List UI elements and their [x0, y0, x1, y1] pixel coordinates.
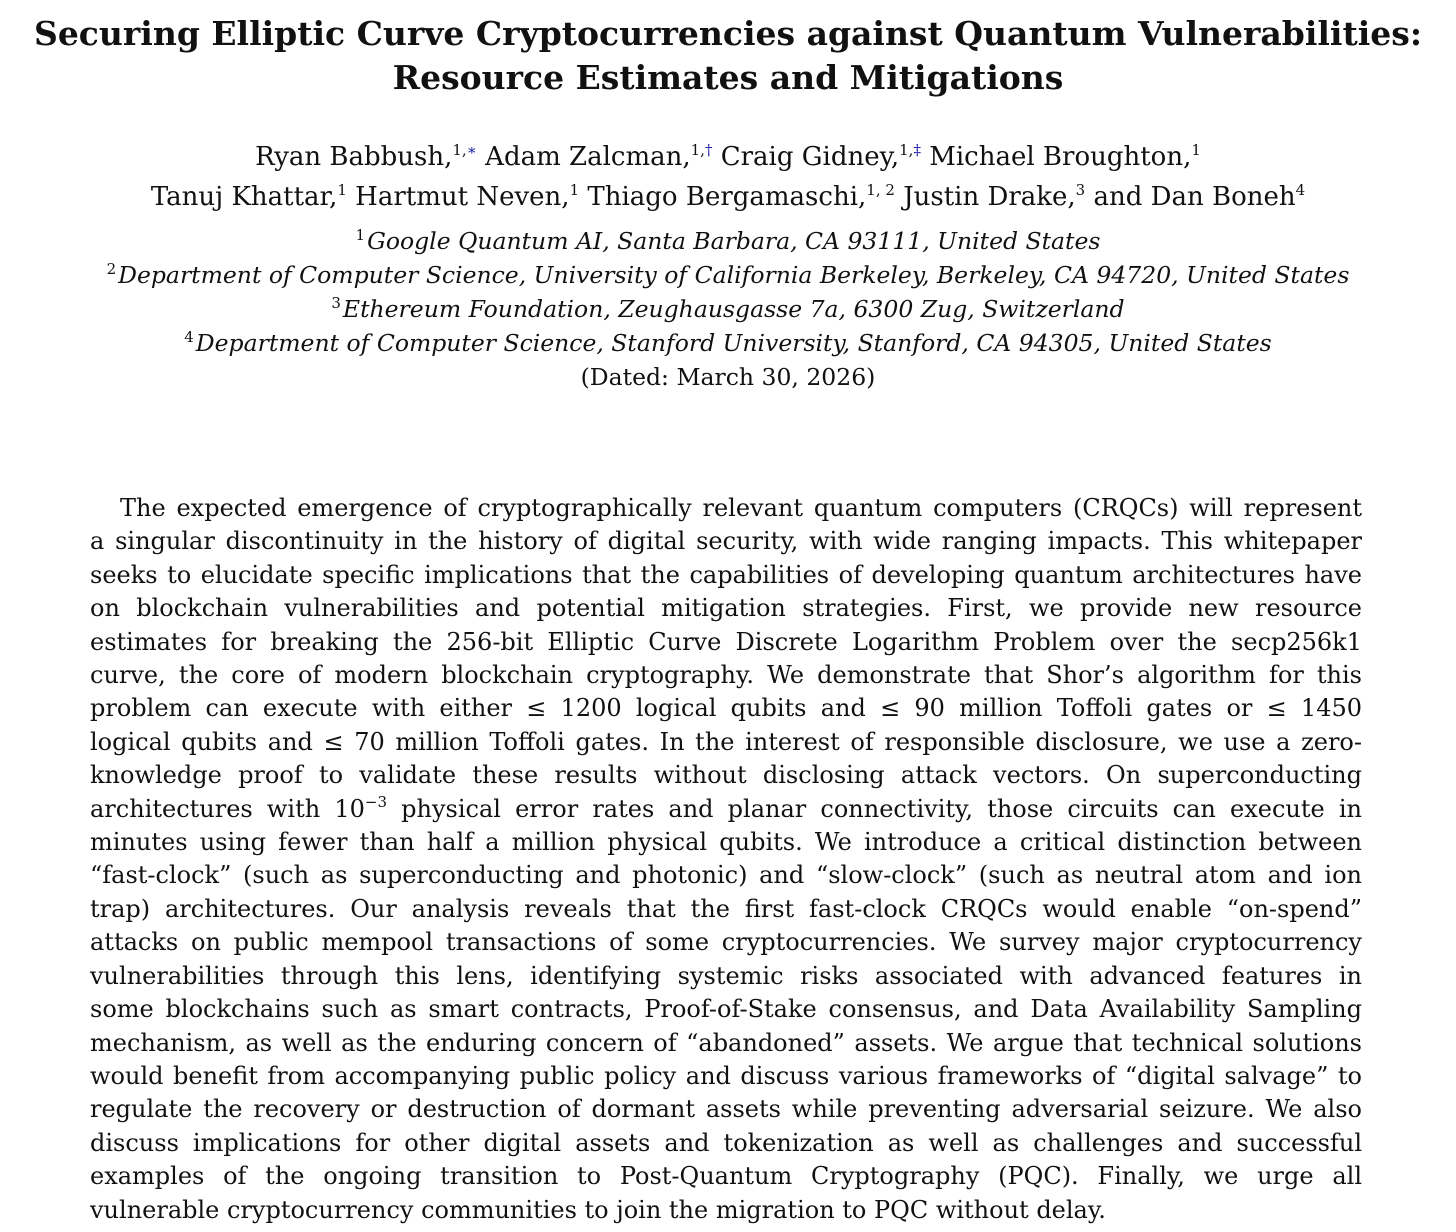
author: and Dan Boneh$^4$ — [1093, 181, 1306, 212]
abstract-line: trap) architectures. Our analysis reveals that the first fast-clock CRQCs would enable “on-spend” — [90, 894, 1362, 923]
abstract-line: examples of the ongoing transition to Post-Quantum Cryptography (PQC). Finally, we urge all — [90, 1162, 1362, 1191]
paper-title — [0, 12, 1456, 100]
abstract — [90, 492, 1362, 1227]
title-line-2: Resource Estimates and Mitigations — [392, 58, 1064, 97]
abstract-line: on blockchain vulnerabilities and potential mitigation strategies. First, we provide new resource — [90, 594, 1362, 623]
abstract-line: mechanism, as well as the enduring concern of “abandoned” assets. We argue that technical solutions — [90, 1028, 1362, 1057]
abstract-line: problem can execute with either ≤ 1200 logical qubits and ≤ 90 million Toffoli gates or ≤ 1450 — [90, 694, 1362, 723]
abstract-line: architectures with $10^{-3}$ physical error rates and planar connectivity, those circuits can execute in — [90, 792, 1362, 823]
author-list — [0, 137, 1456, 217]
footnote-link[interactable]: ∗ — [466, 141, 477, 159]
abstract-line: The expected emergence of cryptographically relevant quantum computers (CRQCs) will represent — [120, 494, 1362, 522]
abstract-line: curve, the core of modern blockchain cryptography. We demonstrate that Shor’s algorithm for this — [90, 661, 1362, 690]
author: Ryan Babbush,$^{1,∗}$ — [255, 141, 477, 172]
author: Craig Gidney,$^{1,\ddagger}$ — [720, 141, 921, 172]
abstract-line: vulnerabilities through this lens, identifying systemic risks associated with advanced features in — [90, 961, 1362, 990]
abstract-line: would benefit from accompanying public policy and discuss various frameworks of “digital salvage” to — [90, 1061, 1362, 1090]
footnote-link[interactable]: ‡ — [913, 141, 921, 159]
abstract-line: seeks to elucidate specific implications that the capabilities of developing quantum architectures have — [90, 560, 1362, 589]
footnote-link[interactable]: † — [704, 141, 713, 159]
exponent: −3 — [364, 792, 388, 811]
abstract-line: a singular discontinuity in the history of digital security, with wide ranging impacts. This whitepaper — [90, 527, 1362, 556]
affiliation: $^2$Department of Computer Science, University of California Berkeley, Berkeley, CA 94720, United States — [106, 260, 1350, 289]
author: Tanuj Khattar,$^1$ — [150, 181, 347, 212]
abstract-line: regulate the recovery or destruction of dormant assets while preventing adversarial seizure. We also — [90, 1095, 1362, 1124]
affiliation: $^1$Google Quantum AI, Santa Barbara, CA 93111, United States — [355, 226, 1101, 255]
abstract-line: knowledge proof to validate these results without disclosing attack vectors. On superconducting — [90, 761, 1362, 790]
affiliation: $^4$Department of Computer Science, Stanford University, Stanford, CA 94305, United States — [184, 328, 1272, 357]
author: Michael Broughton,$^1$ — [929, 141, 1201, 172]
author: Justin Drake,$^3$ — [903, 181, 1086, 212]
abstract-line: attacks on public mempool transactions of some cryptocurrencies. We survey major cryptocurrency — [90, 928, 1362, 957]
abstract-line: vulnerable cryptocurrency communities to join the migration to PQC without delay. — [90, 1195, 1106, 1224]
abstract-line: logical qubits and ≤ 70 million Toffoli gates. In the interest of responsible disclosure, we use a zero- — [90, 727, 1362, 756]
abstract-line: some blockchains such as smart contracts, Proof-of-Stake consensus, and Data Availability Sampling — [90, 995, 1362, 1024]
affiliation: $^3$Ethereum Foundation, Zeughausgasse 7a, 6300 Zug, Switzerland — [331, 294, 1125, 323]
date-line: (Dated: March 30, 2026) — [580, 363, 876, 391]
author: Adam Zalcman,$^{1,\dagger}$ — [485, 141, 713, 172]
abstract-line: estimates for breaking the 256-bit Elliptic Curve Discrete Logarithm Problem over the secp256k1 — [90, 627, 1362, 656]
affiliation-list — [0, 224, 1456, 360]
abstract-line: “fast-clock” (such as superconducting and photonic) and “slow-clock” (such as neutral atom and ion — [90, 861, 1362, 890]
author: Thiago Bergamaschi,$^{1, 2}$ — [587, 181, 895, 212]
author: Hartmut Neven,$^1$ — [355, 181, 580, 212]
title-line-1: Securing Elliptic Curve Cryptocurrencies against Quantum Vulnerabilities: — [33, 14, 1422, 53]
abstract-line: minutes using fewer than half a million physical qubits. We introduce a critical distinction between — [90, 828, 1362, 857]
abstract-line: discuss implications for other digital assets and tokenization as well as challenges and successful — [90, 1128, 1362, 1157]
